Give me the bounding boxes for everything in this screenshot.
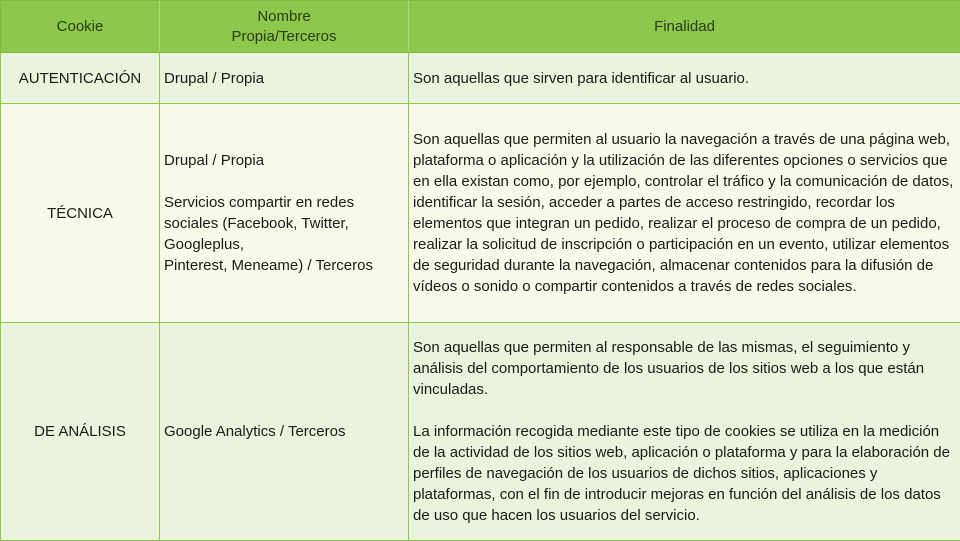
cookie-type-cell: AUTENTICACIÓN (1, 53, 160, 104)
spacer (164, 171, 404, 192)
spacer (413, 400, 956, 421)
header-row (1, 1, 960, 53)
table-row (1, 53, 960, 104)
purpose-cell (409, 323, 960, 541)
header-nombre-line1: Nombre (257, 8, 310, 25)
owner-cell (160, 104, 409, 323)
owner-cell: Google Analytics / Terceros (160, 323, 409, 541)
header-nombre (160, 1, 409, 53)
header-finalidad: Finalidad (409, 1, 960, 53)
purpose-paragraph: La información recogida mediante este tipo de cookies se utiliza en la medición de la actividad de los sitios web, aplicación o plataforma y para la elaboración de perfiles de navegación de los usuarios de dichos sitios, aplicaciones y plataformas, con el fin de introducir mejoras en función del análisis de los datos de uso que hacen los usuarios del servicio. (413, 421, 956, 526)
purpose-cell: Son aquellas que sirven para identificar al usuario. (409, 53, 960, 104)
owner-line: Pinterest, Meneame) / Terceros (164, 255, 404, 276)
cookie-type-cell: TÉCNICA (1, 104, 160, 323)
header-cookie: Cookie (1, 1, 160, 53)
table-row (1, 104, 960, 323)
table-row (1, 323, 960, 541)
owner-line: Servicios compartir en redes sociales (Facebook, Twitter, Googleplus, (164, 192, 404, 255)
header-nombre-line2: Propia/Terceros (231, 28, 336, 45)
owner-cell: Drupal / Propia (160, 53, 409, 104)
purpose-cell: Son aquellas que permiten al usuario la navegación a través de una página web, plataforma o aplicación y la utilización de las diferentes opciones o servicios que en ella existan como, por ejemplo, controlar el tráfico y la comunicación de datos, identificar la sesión, acceder a partes de acceso restringido, recordar los elementos que integran un pedido, realizar el proceso de compra de un pedido, realizar la solicitud de inscripción o participación en un evento, utilizar elementos de seguridad durante la navegación, almacenar contenidos para la difusión de vídeos o sonido o compartir contenidos a través de redes sociales. (409, 104, 960, 323)
cookie-type-cell: DE ANÁLISIS (1, 323, 160, 541)
purpose-paragraph: Son aquellas que permiten al responsable de las mismas, el seguimiento y análisis del comportamiento de los usuarios de los sitios web a los que están vinculadas. (413, 337, 956, 400)
owner-line: Drupal / Propia (164, 150, 404, 171)
